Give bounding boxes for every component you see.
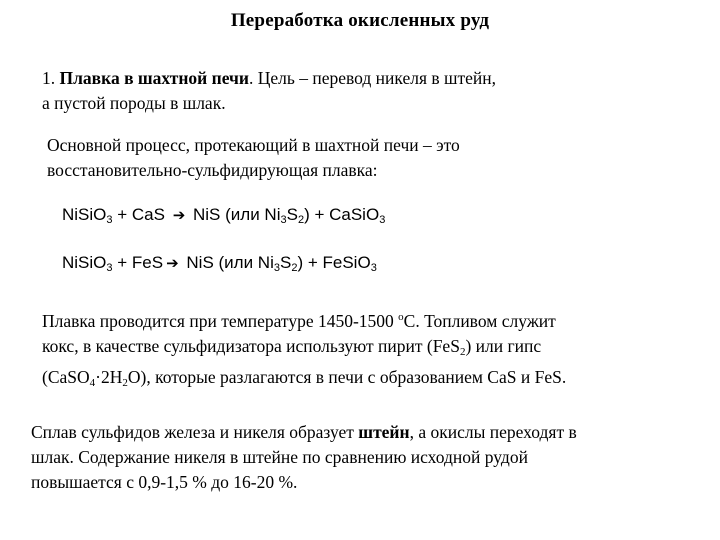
paragraph-smelting-goal — [42, 66, 692, 116]
arrow-icon: ➔ — [172, 207, 186, 224]
item-number: 1. — [42, 68, 56, 88]
paragraph-main-process — [47, 133, 697, 183]
item-heading: Плавка в шахтной печи — [59, 68, 249, 88]
equation-fes: NiSiO$_3$ + FeS ➔ NiS (или $Ni_3S_2$) + FeSiO$_3$ — [62, 253, 377, 274]
goal-text: . Цель – перевод никеля в штейн, — [249, 68, 497, 88]
matte-term: штейн — [358, 422, 410, 442]
paragraph-conditions: Плавка проводится при температуре 1450-1500 $^о$С. Топливом служит кокс, в качестве сульфидизатора используют пирит (FeS$_2$) или гипс $(CaSO_4\cdot 2H_2O)$, которые разлагаются в печи с образованием CaS и FeS. — [42, 311, 567, 389]
goal-text-line2: а пустой породы в шлак. — [42, 93, 226, 113]
process-line1: Основной процесс, протекающий в шахтной печи – это — [47, 135, 460, 155]
paragraph-matte: Сплав сульфидов железа и никеля образует штейн, а окислы переходят в шлак. Содержание никеля в штейне по сравнению исходной рудой повышается с 0,9-1,5 % до 16-20 %. — [31, 422, 577, 492]
page-title: Переработка окисленных руд — [230, 10, 490, 31]
process-line2: восстановительно-сульфидирующая плавка: — [47, 160, 378, 180]
equation-cas: NiSiO$_3$ + CaS ➔ NiS (или $Ni_3S_2$) + CaSiO$_3$ — [62, 205, 386, 226]
arrow-icon: ➔ — [166, 255, 179, 272]
